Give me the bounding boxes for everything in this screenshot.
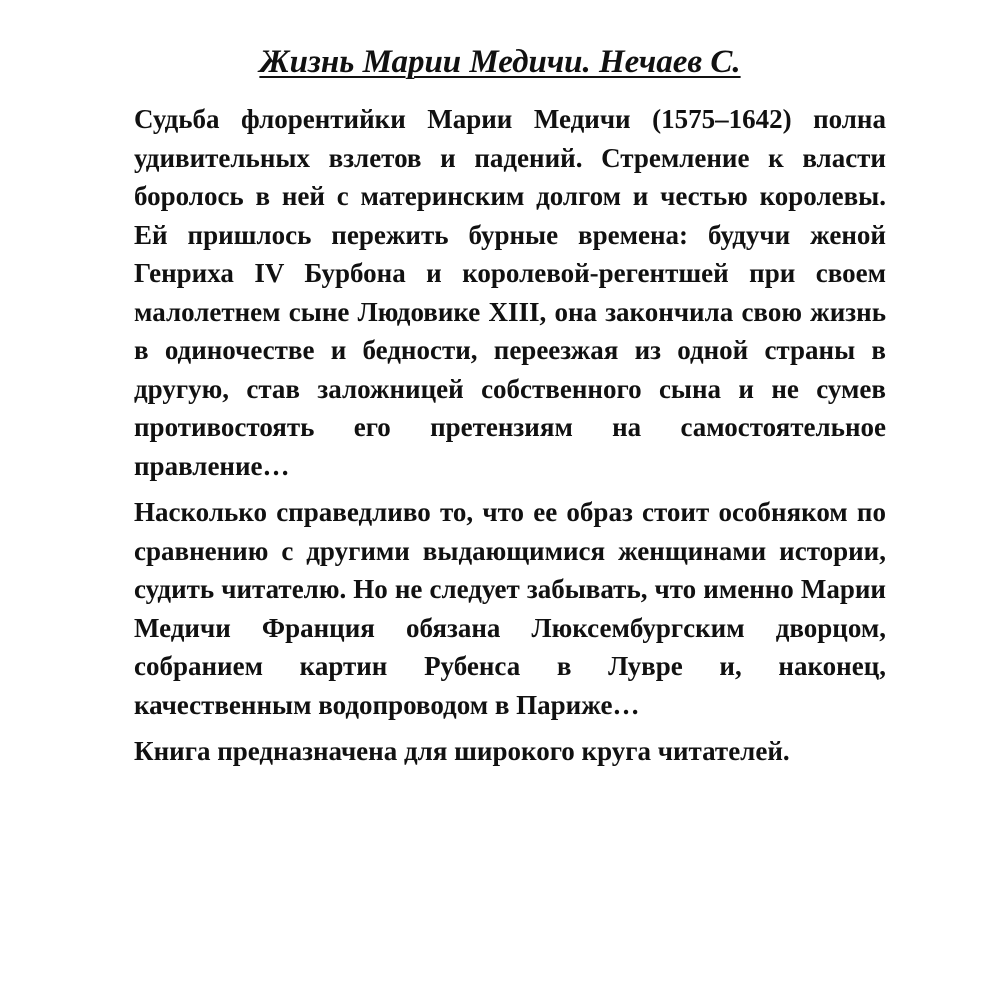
annotation-body	[134, 100, 886, 779]
annotation-paragraph-3: Книга предназначена для широкого круга читателей.	[134, 736, 790, 766]
book-title	[0, 42, 1000, 82]
annotation-paragraph-2: Насколько справедливо то, что ее образ стоит особняком по сравнению с другими выдающимися женщинами истории, судить читателю. Но не следует забывать, что именно Марии Медичи Франция обязана Люксембургским дворцом, собранием картин Рубенса в Лувре и, наконец, качественным водопроводом в Париже…	[134, 497, 886, 720]
book-title-text: Жизнь Марии Медичи. Нечаев С.	[259, 44, 741, 80]
annotation-paragraph-1: Судьба флорентийки Марии Медичи (1575–1642) полна удивительных взлетов и падений. Стремление к власти боролось в ней с материнским долгом и честью королевы. Ей пришлось пережить бурные времена: будучи женой Генриха IV Бурбона и королевой-регентшей при своем малолетнем сыне Людовике XIII, она закончила свою жизнь в одиночестве и бедности, переезжая из одной страны в другую, став заложницей собственного сына и не сумев противостоять его претензиям на самостоятельное правление…	[134, 104, 886, 481]
